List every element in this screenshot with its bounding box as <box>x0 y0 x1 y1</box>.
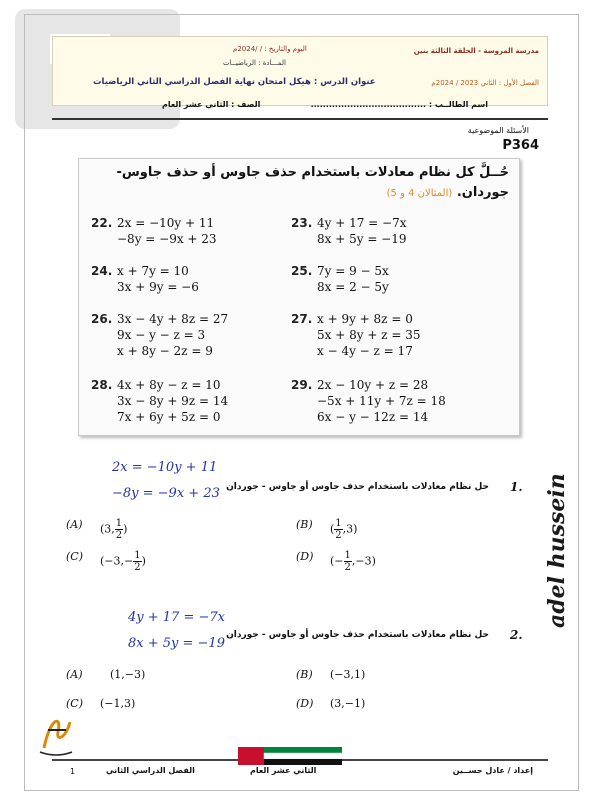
q1-option-c[interactable]: (C) (−3,− $\frac{1}{2}$ ) <box>66 550 146 573</box>
q2-option-c[interactable]: (C) (−1,3) <box>66 697 136 710</box>
q1-number: 1. <box>510 480 523 494</box>
examples-reference: (المثالان 4 و 5) <box>386 188 453 199</box>
q2-option-d[interactable]: (D) (3,−1) <box>296 697 366 710</box>
subject-label: المـــادة : الرياضيــات <box>223 59 286 67</box>
date-field: اليوم والتاريخ : / /2024م <box>233 45 307 53</box>
grade-label: الصف : الثاني عشر العام <box>162 100 261 109</box>
term-label: الفصل الأول : الثاني 2023 / 2024م <box>431 79 539 87</box>
problem-22: 22. 2x = −10y + 11 −8y = −9x + 23 <box>91 216 217 246</box>
q1-option-d[interactable]: (D) (− $\frac{1}{2}$ ,−3) <box>296 550 376 573</box>
author-logo-icon <box>36 708 76 760</box>
footer-grade: الثاني عشر العام <box>250 766 317 775</box>
problem-24: 24. x + 7y = 10 3x + 9y = −6 <box>91 264 199 294</box>
student-row <box>52 100 548 114</box>
q2-text: حل نظام معادلات باستخدام حذف جاوس أو جاوس - جوردان <box>226 630 489 640</box>
q1-equation-2: −8y = −9x + 23 <box>112 486 220 501</box>
q2-option-b[interactable]: (B) (−3,1) <box>296 668 366 681</box>
uae-flag-icon <box>238 747 342 765</box>
q1-text: حل نظام معادلات باستخدام حذف جاوس أو جاوس - جوردان <box>226 482 489 492</box>
footer-author: إعداد / عادل حســين <box>452 766 533 775</box>
instruction-text: حُــلَّ كل نظام معادلات باستخدام حذف جاوس أو حذف جاوس-جوردان. (المثالان 4 و 5) <box>116 165 509 200</box>
lesson-title: عنوان الدرس : هيكل امتحان نهاية الفصل الدراسي الثاني الرياضيات <box>93 77 376 87</box>
school-name: مدرسة المروسة - الحلقة الثالثة بنين <box>413 47 539 55</box>
footer-term: الفصل الدراسي الثاني <box>106 766 195 775</box>
section-title: الأسئلة الموضوعية <box>467 126 529 135</box>
q2-number: 2. <box>510 628 523 642</box>
q2-option-a[interactable]: (A) (1,−3) <box>66 668 146 681</box>
document-header <box>52 36 548 106</box>
page-reference: P364 <box>502 138 539 153</box>
problem-26: 26. 3x − 4y + 8z = 27 9x − y − z = 3 x + 8y − 2z = 9 <box>91 312 229 358</box>
header-divider <box>52 118 548 120</box>
q1-option-b[interactable]: (B) ( $\frac{1}{2}$ ,3) <box>296 518 358 541</box>
q1-equation-1: 2x = −10y + 11 <box>112 460 218 475</box>
q1-option-a[interactable]: (A) (3, $\frac{1}{2}$ ) <box>66 518 128 541</box>
page-number: 1 <box>70 767 76 776</box>
problem-29: 29. 2x − 10y + z = 28 −5x + 11y + 7z = 18 6x − y − 12z = 14 <box>291 378 446 424</box>
problem-25: 25. 7y = 9 − 5x 8x = 2 − 5y <box>291 264 389 294</box>
q2-equation-2: 8x + 5y = −19 <box>128 636 225 651</box>
author-signature: adel hussein <box>544 473 570 628</box>
q2-equation-1: 4y + 17 = −7x <box>128 610 225 625</box>
problem-28: 28. 4x + 8y − z = 10 3x − 8y + 9z = 14 7x + 6y + 5z = 0 <box>91 378 229 424</box>
student-name-field: اسم الطالــب : ...................................... <box>310 100 488 109</box>
textbook-excerpt <box>78 158 520 436</box>
problem-23: 23. 4y + 17 = −7x 8x + 5y = −19 <box>291 216 407 246</box>
problem-27: 27. x + 9y + 8z = 0 5x + 8y + z = 35 x − 4y − z = 17 <box>291 312 421 358</box>
